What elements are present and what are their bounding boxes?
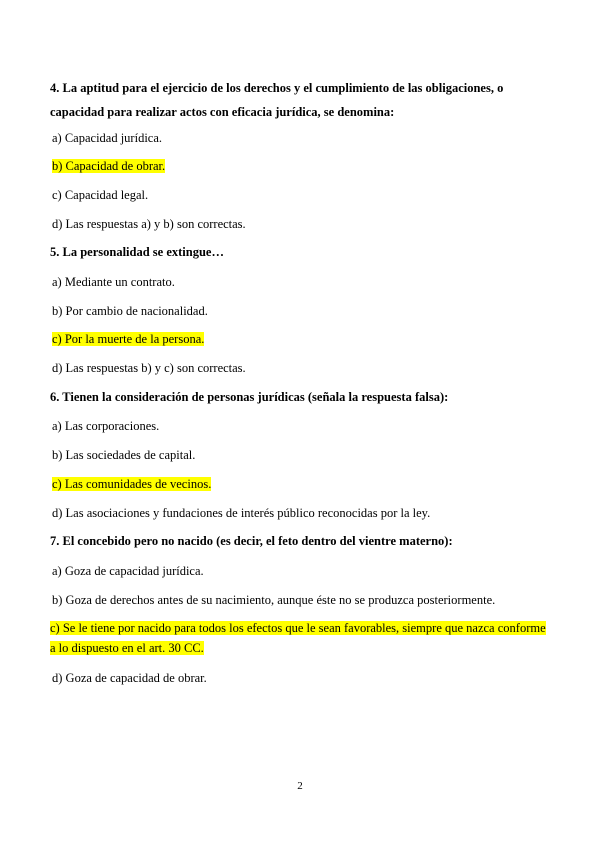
question-6-option-b: b) Las sociedades de capital. <box>52 448 196 462</box>
question-6-option-d: d) Las asociaciones y fundaciones de interés público reconocidas por la ley. <box>52 506 431 520</box>
highlighted-answer: c) Se le tiene por nacido para todos los efectos que le sean favorables, siempre que nazca conforme a lo dispuesto en el art. 30 CC. <box>50 621 546 655</box>
question-4-option-a: a) Capacidad jurídica. <box>52 131 163 145</box>
question-7-option-b: b) Goza de derechos antes de su nacimiento, aunque éste no se produzca posteriormente. <box>52 593 496 607</box>
question-7-option-a: a) Goza de capacidad jurídica. <box>52 564 204 578</box>
question-6-title: 6. Tienen la consideración de personas jurídicas (señala la respuesta falsa): <box>50 390 449 404</box>
highlighted-answer: c) Por la muerte de la persona. <box>52 332 205 346</box>
question-6-option-a: a) Las corporaciones. <box>52 419 160 433</box>
question-4-title: 4. La aptitud para el ejercicio de los derechos y el cumplimiento de las obligaciones, o capacidad para realizar actos con eficacia jurídica, se denomina: <box>50 81 504 119</box>
question-6-option-c <box>52 476 211 492</box>
question-5-title: 5. La personalidad se extingue… <box>50 245 224 259</box>
question-5-option-d: d) Las respuestas b) y c) son correctas. <box>52 361 246 375</box>
question-7-option-c <box>50 618 550 658</box>
question-7-option-d: d) Goza de capacidad de obrar. <box>52 671 207 685</box>
question-5-option-b: b) Por cambio de nacionalidad. <box>52 304 208 318</box>
highlighted-answer: c) Las comunidades de vecinos. <box>52 477 212 491</box>
question-7-title: 7. El concebido pero no nacido (es decir, el feto dentro del vientre materno): <box>50 534 453 548</box>
question-4-option-d: d) Las respuestas a) y b) son correctas. <box>52 217 246 231</box>
question-5-option-c <box>52 331 204 347</box>
question-4-option-c: c) Capacidad legal. <box>52 188 149 202</box>
question-4-option-b <box>52 158 165 174</box>
highlighted-answer: b) Capacidad de obrar. <box>52 159 166 173</box>
question-5-option-a: a) Mediante un contrato. <box>52 275 175 289</box>
page-number: 2 <box>297 780 303 792</box>
